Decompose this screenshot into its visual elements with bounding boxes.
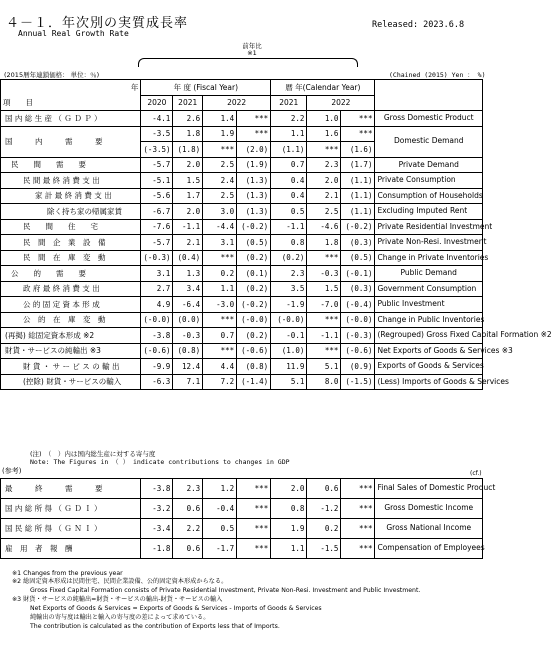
footnote: Gross Fixed Capital Formation consists of Private Residential Investment, Private Non-Resi. Investment and Public Investment.	[30, 587, 421, 594]
row-label: 財 貨 ・ サ ー ビ ス の 輸 出	[1, 359, 141, 375]
row-en-label: Gross Domestic Product	[375, 111, 483, 127]
row-value: -4.4	[203, 219, 237, 235]
row-value: (-0.4)	[341, 297, 375, 313]
row-en-label: (Regrouped) Gross Fixed Capital Formation ※2	[375, 328, 483, 344]
yoy-brace	[138, 58, 358, 67]
row-en-label: (Less) Imports of Goods & Services	[375, 374, 483, 390]
row-value: (0.2)	[237, 328, 271, 344]
row-value: ***	[307, 250, 341, 266]
row-value: (0.0)	[173, 312, 203, 328]
row-value: 11.9	[271, 359, 307, 375]
row-value: (1.3)	[237, 204, 271, 220]
row-en-label: Change in Private Inventories	[375, 250, 483, 266]
row-value: 1.8	[307, 235, 341, 251]
row-value: (-0.2)	[237, 219, 271, 235]
footnote: ※1 Changes from the previous year	[12, 570, 123, 577]
row-en-label: Private Residential Investment	[375, 219, 483, 235]
col-2022: 2022	[203, 95, 271, 111]
row-value: 1.4	[203, 111, 237, 127]
ref-row	[1, 479, 483, 499]
ref-value: 0.6	[307, 479, 341, 499]
koumoku-label: 項 目	[1, 95, 141, 111]
row-value: -1.1	[271, 219, 307, 235]
ref-value: -0.4	[203, 499, 237, 519]
ref-label: 雇 用 者 報 酬	[1, 539, 141, 559]
col-c2021: 2021	[271, 95, 307, 111]
nen-label: 年	[1, 80, 141, 96]
en-header-cell	[375, 80, 483, 111]
table-row	[1, 157, 483, 173]
row-value: (0.1)	[237, 266, 271, 282]
row-value: 1.5	[173, 173, 203, 189]
row-label: 除く持ち家の帰属家賃	[1, 204, 141, 220]
row-value: (0.9)	[341, 359, 375, 375]
row-value: (0.2)	[237, 250, 271, 266]
col-2021: 2021	[173, 95, 203, 111]
row-en-label: Private Demand	[375, 157, 483, 173]
reference-table	[0, 478, 496, 559]
ref-row	[1, 539, 483, 559]
col-2020: 2020	[141, 95, 173, 111]
row-value: -4.6	[307, 219, 341, 235]
row-value: (1.1)	[341, 204, 375, 220]
ref-value: -3.4	[141, 519, 173, 539]
row-value: (0.2)	[271, 250, 307, 266]
row-value: 4.9	[141, 297, 173, 313]
ref-value: -1.5	[307, 539, 341, 559]
ref-value: 2.3	[173, 479, 203, 499]
row-label: 民 間 需 要	[1, 157, 141, 173]
row-label: 政 府 最 終 消 費 支 出	[1, 281, 141, 297]
cf-label: (cf.)	[470, 470, 482, 477]
row-en-label: Exports of Goods & Services	[375, 359, 483, 375]
row-value: 3.4	[173, 281, 203, 297]
row-value: (-0.0)	[237, 312, 271, 328]
row-value: 1.3	[173, 266, 203, 282]
row-value: ***	[237, 111, 271, 127]
growth-table	[0, 79, 552, 390]
row-value: 2.1	[307, 188, 341, 204]
page-title: ４－１．年次別の実質成長率	[6, 16, 189, 31]
row-value: 3.1	[203, 235, 237, 251]
row-value: ***	[203, 312, 237, 328]
ref-value: 2.2	[173, 519, 203, 539]
row-value: (1.7)	[341, 157, 375, 173]
yoy-text: 前年比	[242, 42, 262, 50]
row-value: (0.5)	[237, 235, 271, 251]
row-value: 1.1	[203, 281, 237, 297]
ref-en-label: Gross Domestic Income	[375, 499, 483, 519]
ref-value: ***	[341, 539, 375, 559]
row-value: 2.4	[203, 173, 237, 189]
table-row	[1, 343, 483, 359]
row-en-label: Excluding Imputed Rent	[375, 204, 483, 220]
row-value: 0.5	[271, 204, 307, 220]
ref-value: 0.6	[173, 539, 203, 559]
row-value: 0.4	[271, 173, 307, 189]
row-value: -3.8	[141, 328, 173, 344]
row-label: 公 的 在 庫 変 動	[1, 312, 141, 328]
row-label: 民 間 在 庫 変 動	[1, 250, 141, 266]
row-value: (1.1)	[341, 173, 375, 189]
header-row-1	[1, 80, 483, 96]
table-row	[1, 359, 483, 375]
row-value: 2.2	[271, 111, 307, 127]
row-value: (-0.2)	[237, 297, 271, 313]
ref-value: 1.2	[203, 479, 237, 499]
row-value: (0.4)	[173, 250, 203, 266]
row-value: 0.4	[271, 188, 307, 204]
table-row	[1, 204, 483, 220]
row-value: (1.9)	[237, 157, 271, 173]
row-value: -3.5	[141, 126, 173, 142]
row-value: (-1.5)	[341, 374, 375, 390]
row-value: 1.1	[271, 126, 307, 142]
row-label: 財貨・サービスの純輸出 ※3	[1, 343, 141, 359]
row-value: (-0.6)	[237, 343, 271, 359]
row-value: 2.5	[307, 204, 341, 220]
ref-value: -1.2	[307, 499, 341, 519]
row-value: -5.6	[141, 188, 173, 204]
ref-value: 2.0	[271, 479, 307, 499]
table-row	[1, 219, 483, 235]
row-value: 3.5	[271, 281, 307, 297]
row-value: 2.0	[173, 157, 203, 173]
row-value: 5.1	[271, 374, 307, 390]
yoy-mark: ※1	[247, 49, 257, 57]
row-value: -7.6	[141, 219, 173, 235]
row-value: 7.1	[173, 374, 203, 390]
row-value: -1.1	[307, 328, 341, 344]
ref-label: 国 内 総 所 得 （ Ｇ Ｄ Ｉ ）	[1, 499, 141, 519]
row-value: (-3.5)	[141, 142, 173, 158]
row-value: 0.2	[203, 266, 237, 282]
col-c2022: 2022	[307, 95, 375, 111]
row-en-label: Consumption of Households	[375, 188, 483, 204]
row-value: (-0.6)	[141, 343, 173, 359]
ref-value: ***	[341, 499, 375, 519]
row-value: (-0.3)	[141, 250, 173, 266]
calendar-header: 暦 年(Calendar Year)	[271, 80, 375, 96]
row-value: (1.3)	[237, 173, 271, 189]
row-value: (0.2)	[237, 281, 271, 297]
yoy-label	[232, 43, 272, 57]
row-value: (1.6)	[341, 142, 375, 158]
row-value: 2.3	[307, 157, 341, 173]
row-value: ***	[203, 142, 237, 158]
ref-value: ***	[237, 539, 271, 559]
row-value: (0.8)	[237, 359, 271, 375]
row-value: -0.3	[307, 266, 341, 282]
ref-value: -1.7	[203, 539, 237, 559]
row-en-label: Government Consumption	[375, 281, 483, 297]
row-value: 1.9	[203, 126, 237, 142]
row-value: ***	[203, 250, 237, 266]
row-label: 公 的 需 要	[1, 266, 141, 282]
row-value: -1.9	[271, 297, 307, 313]
row-value: (1.3)	[237, 188, 271, 204]
note-ja: (注) （ ）内は国内総生産に対する寄与度	[30, 450, 156, 458]
table-row	[1, 297, 483, 313]
row-en-label: Public Investment	[375, 297, 483, 313]
row-value: ***	[307, 142, 341, 158]
ref-value: 0.5	[203, 519, 237, 539]
row-label: (控除) 財貨・サービスの輸入	[1, 374, 141, 390]
row-en-label: Public Demand	[375, 266, 483, 282]
row-label: 民 間 最 終 消 費 支 出	[1, 173, 141, 189]
ref-value: 0.6	[173, 499, 203, 519]
row-value: (1.1)	[341, 188, 375, 204]
ref-value: -3.2	[141, 499, 173, 519]
row-value: (1.0)	[271, 343, 307, 359]
row-value: 2.5	[203, 188, 237, 204]
row-value: 1.8	[173, 126, 203, 142]
row-value: (-0.2)	[341, 219, 375, 235]
row-en-label: Net Exports of Goods & Services ※3	[375, 343, 483, 359]
fiscal-header: 年 度 (Fiscal Year)	[141, 80, 271, 96]
row-value: 2.1	[173, 235, 203, 251]
ref-en-label: Gross National Income	[375, 519, 483, 539]
row-label: (再掲) 総固定資本形成 ※2	[1, 328, 141, 344]
row-value: -5.7	[141, 157, 173, 173]
row-value: 1.7	[173, 188, 203, 204]
unit-left: (2015暦年連鎖価格： 単位：％)	[4, 71, 100, 79]
row-value: -3.0	[203, 297, 237, 313]
table-row	[1, 111, 483, 127]
row-label: 国 内 総 生 産 （ Ｇ Ｄ Ｐ ）	[1, 111, 141, 127]
ref-row	[1, 519, 483, 539]
footnote: ※3 財貨・サービスの純輸出=財貨・サービスの輸出-財貨・サービスの輸入	[12, 596, 223, 603]
footnote: ※2 総固定資本形成は民間住宅、民間企業設備、公的固定資本形成からなる。	[12, 578, 228, 585]
row-value: -6.7	[141, 204, 173, 220]
row-value: -1.1	[173, 219, 203, 235]
row-value: 1.5	[307, 281, 341, 297]
row-value: (2.0)	[237, 142, 271, 158]
row-value: -4.1	[141, 111, 173, 127]
row-label: 民 間 企 業 設 備	[1, 235, 141, 251]
row-value: ***	[341, 111, 375, 127]
row-value: -5.1	[141, 173, 173, 189]
footnote: Net Exports of Goods & Services = Exports of Goods & Services - Imports of Goods & Services	[30, 605, 322, 612]
footnote: 純輸出の寄与度は輸出と輸入の寄与度の差によって求めている。	[30, 614, 210, 621]
row-label: 国 内 需 要	[1, 126, 141, 157]
ref-en-label: Compensation of Employees	[375, 539, 483, 559]
row-value: (1.1)	[271, 142, 307, 158]
row-value: 2.3	[271, 266, 307, 282]
table-row	[1, 281, 483, 297]
table-row	[1, 235, 483, 251]
row-value: 2.6	[173, 111, 203, 127]
row-value: -0.3	[173, 328, 203, 344]
table-row	[1, 374, 483, 390]
ref-value: 1.9	[271, 519, 307, 539]
ref-value: 1.1	[271, 539, 307, 559]
row-value: 0.8	[271, 235, 307, 251]
row-value: 8.0	[307, 374, 341, 390]
row-label: 公 的 固 定 資 本 形 成	[1, 297, 141, 313]
ref-value: ***	[237, 519, 271, 539]
row-value: ***	[341, 126, 375, 142]
row-value: (1.8)	[173, 142, 203, 158]
row-value: (-0.0)	[341, 312, 375, 328]
row-value: -6.4	[173, 297, 203, 313]
row-value: (-1.4)	[237, 374, 271, 390]
row-value: 2.0	[307, 173, 341, 189]
row-value: (0.5)	[341, 250, 375, 266]
row-value: 1.0	[307, 111, 341, 127]
row-en-label: Domestic Demand	[375, 126, 483, 157]
row-value: (-0.6)	[341, 343, 375, 359]
ref-value: -3.8	[141, 479, 173, 499]
row-value: (0.8)	[173, 343, 203, 359]
row-value: ***	[203, 343, 237, 359]
ref-value: 0.8	[271, 499, 307, 519]
row-value: ***	[307, 343, 341, 359]
ref-en-label: Final Sales of Domestic Product	[375, 479, 483, 499]
ref-value: ***	[341, 479, 375, 499]
ref-value: 0.2	[307, 519, 341, 539]
row-value: ***	[237, 126, 271, 142]
row-value: 0.7	[271, 157, 307, 173]
row-value: 2.0	[173, 204, 203, 220]
ref-value: -1.8	[141, 539, 173, 559]
table-row	[1, 266, 483, 282]
row-value: 5.1	[307, 359, 341, 375]
row-value: -6.3	[141, 374, 173, 390]
ref-label: 国 民 総 所 得 （ Ｇ Ｎ Ｉ ）	[1, 519, 141, 539]
note-en: Note: The Figures in （ ） indicate contributions to changes in GDP	[30, 458, 290, 466]
row-value: 4.4	[203, 359, 237, 375]
row-value: 0.7	[203, 328, 237, 344]
row-value: -9.9	[141, 359, 173, 375]
page-subtitle: Annual Real Growth Rate	[18, 29, 129, 38]
row-value: (0.3)	[341, 281, 375, 297]
table-row	[1, 126, 483, 142]
row-en-label: Private Consumption	[375, 173, 483, 189]
ref-value: ***	[341, 519, 375, 539]
table-row	[1, 312, 483, 328]
row-label: 民 間 住 宅	[1, 219, 141, 235]
table-row	[1, 173, 483, 189]
ref-value: ***	[237, 499, 271, 519]
row-value: (0.3)	[341, 235, 375, 251]
row-value: 1.6	[307, 126, 341, 142]
row-value: (-0.3)	[341, 328, 375, 344]
table-row	[1, 250, 483, 266]
ref-row	[1, 499, 483, 519]
row-value: -0.1	[271, 328, 307, 344]
table-row	[1, 328, 483, 344]
row-value: -5.7	[141, 235, 173, 251]
row-label: 家 計 最 終 消 費 支 出	[1, 188, 141, 204]
row-value: (-0.0)	[271, 312, 307, 328]
row-value: (-0.0)	[141, 312, 173, 328]
row-value: ***	[307, 312, 341, 328]
row-value: 3.0	[203, 204, 237, 220]
row-en-label: Private Non-Resi. Investment	[375, 235, 483, 251]
row-value: 12.4	[173, 359, 203, 375]
row-value: (-0.1)	[341, 266, 375, 282]
release-date: Released: 2023.6.8	[372, 20, 465, 30]
footnote: The contribution is calculated as the contribution of Exports less that of Imports.	[30, 623, 280, 630]
table-row	[1, 188, 483, 204]
unit-right: (Chained (2015) Yen ： %)	[389, 71, 486, 79]
row-value: 2.5	[203, 157, 237, 173]
row-value: -7.0	[307, 297, 341, 313]
ref-label: 最 終 需 要	[1, 479, 141, 499]
row-en-label: Change in Public Inventories	[375, 312, 483, 328]
ref-value: ***	[237, 479, 271, 499]
ref-label: (参考)	[2, 467, 22, 475]
row-value: 3.1	[141, 266, 173, 282]
row-value: 2.7	[141, 281, 173, 297]
row-value: 7.2	[203, 374, 237, 390]
